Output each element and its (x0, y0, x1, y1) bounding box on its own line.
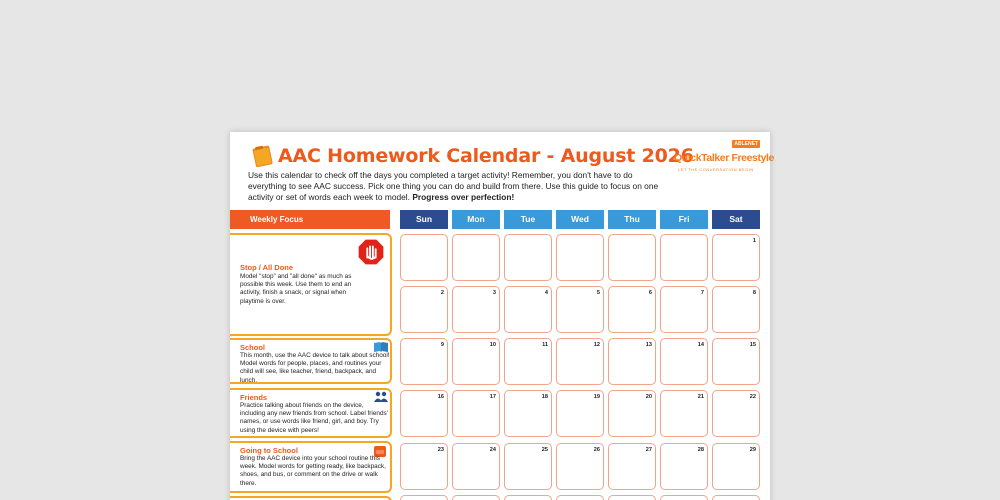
focus-description: Practice talking about friends on the device, including any new friends from school. Label friends' names, or use words like friend, girl, and boy. Try using the device with peers! (240, 402, 388, 434)
calendar-day-cell[interactable] (660, 390, 708, 437)
calendar-day-cell[interactable] (504, 443, 552, 490)
calendar-day-cell[interactable] (452, 495, 500, 500)
weekly-focus-header: Weekly Focus (230, 210, 390, 229)
calendar-day-cell[interactable] (660, 338, 708, 385)
calendar-day-cell[interactable] (608, 234, 656, 281)
calendar-day-cell[interactable] (504, 234, 552, 281)
day-number: 12 (593, 342, 600, 348)
day-header-sun: Sun (400, 210, 448, 229)
day-header-sat: Sat (712, 210, 760, 229)
calendar-day-cell[interactable] (712, 495, 760, 500)
intro-emphasis: Progress over perfection! (412, 192, 515, 202)
day-header-mon: Mon (452, 210, 500, 229)
calendar-day-cell[interactable] (400, 443, 448, 490)
day-header-fri: Fri (660, 210, 708, 229)
calendar-day-cell[interactable] (400, 286, 448, 333)
focus-description: This month, use the AAC device to talk about school! Model words for people, places, and routines your child will see, like teacher, friend, backpack, and lunch. (240, 352, 390, 384)
focus-title: Going to School (240, 446, 298, 455)
focus-card-friends (230, 388, 392, 438)
intro-text: Use this calendar to check off the days you completed a target activity! Remember, you don't have to do everything to see AAC success. Pick one thing you can do and build from there. Use this guide to focus on one activity or set of words each week to model. (248, 170, 659, 202)
day-number: 29 (749, 447, 756, 453)
calendar-day-cell[interactable] (556, 390, 604, 437)
calendar-day-cell[interactable] (660, 495, 708, 500)
calendar-day-cell[interactable] (504, 390, 552, 437)
calendar-day-cell[interactable] (452, 234, 500, 281)
focus-title: Friends (240, 393, 268, 402)
calendar-day-cell[interactable] (712, 338, 760, 385)
day-number: 1 (752, 238, 756, 244)
day-header-wed: Wed (556, 210, 604, 229)
calendar-day-cell[interactable] (504, 338, 552, 385)
day-number: 26 (593, 447, 600, 453)
day-number: 3 (492, 290, 496, 296)
focus-card-going-to-school (230, 441, 392, 493)
calendar-day-cell[interactable] (556, 495, 604, 500)
day-number: 9 (440, 342, 444, 348)
focus-title: Stop / All Done (240, 263, 294, 272)
calendar-day-cell[interactable] (556, 286, 604, 333)
brand-tagline: LET THE CONVERSATION BEGIN (678, 167, 754, 172)
page-title: AAC Homework Calendar - August 2026 (278, 145, 694, 167)
calendar-day-cell[interactable] (452, 443, 500, 490)
day-number: 4 (544, 290, 548, 296)
calendar-day-cell[interactable] (556, 443, 604, 490)
day-number: 7 (700, 290, 704, 296)
calendar-day-cell[interactable] (556, 338, 604, 385)
calendar-day-cell[interactable] (452, 390, 500, 437)
day-number: 18 (541, 394, 548, 400)
calendar-day-cell[interactable] (452, 286, 500, 333)
calendar-day-cell[interactable] (504, 495, 552, 500)
day-number: 8 (752, 290, 756, 296)
day-number: 27 (645, 447, 652, 453)
day-number: 22 (749, 394, 756, 400)
day-header-thu: Thu (608, 210, 656, 229)
day-number: 2 (440, 290, 444, 296)
focus-description: Model "stop" and "all done" as much as possible this week. Use them to end an activity, finish a snack, or signal when playtime is over. (240, 273, 352, 305)
focus-card-next (230, 496, 392, 500)
day-number: 5 (596, 290, 600, 296)
day-number: 19 (593, 394, 600, 400)
focus-card-stop (230, 233, 392, 336)
day-number: 28 (697, 447, 704, 453)
focus-description: Bring the AAC device into your school routine this week. Model words for getting ready, like backpack, shoes, and bus, or comment on the drive or walk there. (240, 455, 386, 487)
calendar-day-cell[interactable] (400, 390, 448, 437)
calendar-day-cell[interactable] (608, 443, 656, 490)
folder-icon (251, 144, 273, 168)
focus-card-school (230, 338, 392, 384)
calendar-day-cell[interactable] (556, 234, 604, 281)
day-header-tue: Tue (504, 210, 552, 229)
calendar-day-cell[interactable] (712, 443, 760, 490)
day-number: 21 (697, 394, 704, 400)
day-number: 15 (749, 342, 756, 348)
day-number: 13 (645, 342, 652, 348)
calendar-day-cell[interactable] (608, 338, 656, 385)
calendar-day-cell[interactable] (608, 390, 656, 437)
calendar-day-cell[interactable] (660, 286, 708, 333)
calendar-day-cell[interactable] (400, 338, 448, 385)
day-number: 16 (437, 394, 444, 400)
calendar-day-cell[interactable] (712, 234, 760, 281)
brand-badge: ABLENET (734, 141, 758, 147)
day-number: 14 (697, 342, 704, 348)
day-number: 23 (437, 447, 444, 453)
calendar-day-cell[interactable] (660, 443, 708, 490)
focus-title: School (240, 343, 266, 352)
calendar-day-cell[interactable] (712, 286, 760, 333)
brand-name: QuickTalker Freestyle (674, 152, 774, 164)
stop-hand-icon (357, 238, 385, 266)
day-number: 17 (489, 394, 496, 400)
day-number: 6 (648, 290, 652, 296)
calendar-day-cell[interactable] (400, 234, 448, 281)
brand-logo (674, 140, 774, 180)
day-number: 25 (541, 447, 548, 453)
intro-paragraph (248, 170, 660, 203)
calendar-day-cell[interactable] (504, 286, 552, 333)
calendar-day-cell[interactable] (608, 286, 656, 333)
calendar-day-cell[interactable] (400, 495, 448, 500)
day-number: 24 (489, 447, 496, 453)
calendar-day-cell[interactable] (608, 495, 656, 500)
calendar-day-cell[interactable] (452, 338, 500, 385)
calendar-day-cell[interactable] (712, 390, 760, 437)
calendar-day-cell[interactable] (660, 234, 708, 281)
calendar-sheet (230, 132, 774, 500)
day-number: 11 (542, 342, 548, 348)
day-number: 20 (645, 394, 652, 400)
day-number: 10 (489, 342, 496, 348)
